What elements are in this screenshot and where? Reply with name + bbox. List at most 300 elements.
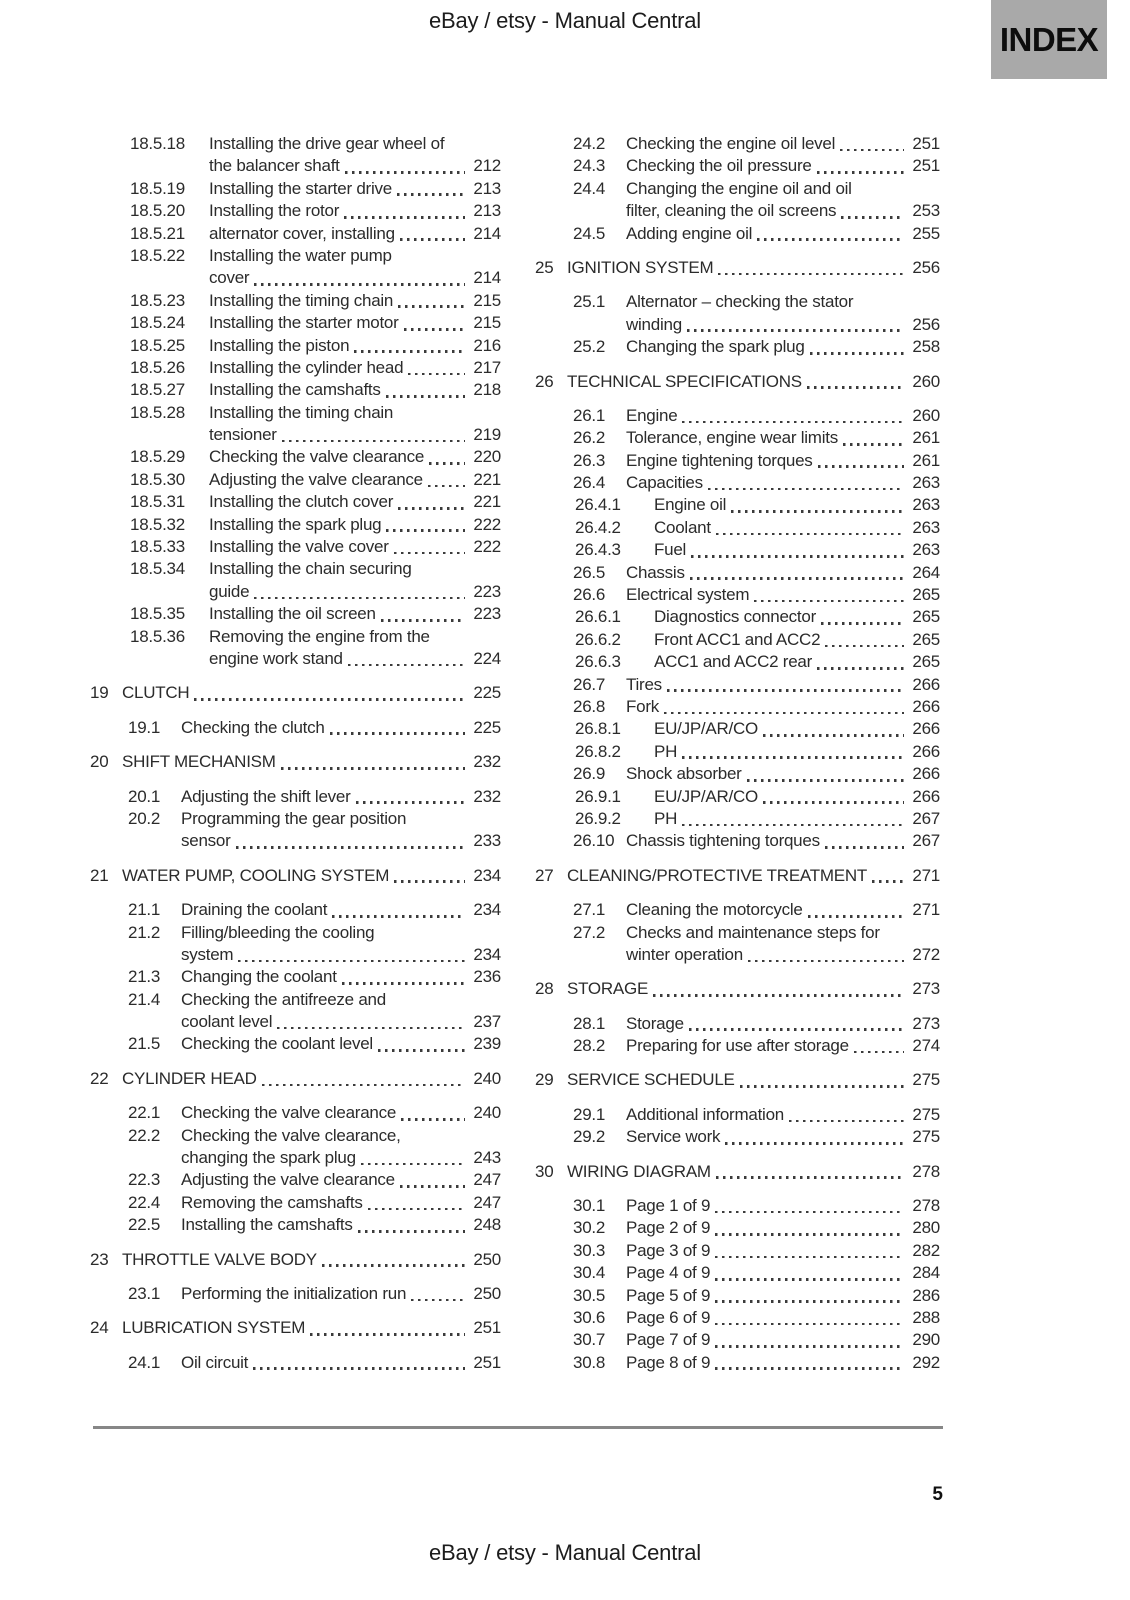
toc-entry-line: [90, 581, 501, 603]
dot-leader: [715, 1345, 904, 1348]
entry-title: Fork: [626, 696, 659, 716]
entry-title: coolant level: [181, 1012, 273, 1032]
entry-title: Adjusting the valve clearance: [181, 1170, 395, 1190]
entry-title: EU/JP/AR/CO: [654, 786, 758, 806]
entry-number: 24: [90, 1318, 109, 1338]
toc-entry-line: [535, 450, 940, 472]
entry-title: changing the spark plug: [181, 1148, 356, 1168]
dot-leader: [428, 485, 465, 488]
entry-title: Checking the coolant level: [181, 1034, 373, 1054]
toc-column-right: [535, 133, 940, 1374]
dot-leader: [690, 577, 904, 580]
dot-leader: [821, 622, 904, 625]
toc-entry-line: [535, 427, 940, 449]
dot-leader: [429, 462, 465, 465]
dot-leader: [763, 801, 904, 804]
toc-entry-line: [535, 786, 940, 808]
entry-page-number: 222: [473, 537, 501, 557]
entry-number: 19: [90, 683, 109, 703]
entry-title: Installing the drive gear wheel of: [209, 134, 445, 153]
toc-entry-line: [535, 1035, 940, 1057]
dot-leader: [715, 1233, 904, 1236]
toc-entry-line: [90, 944, 501, 966]
entry-title: LUBRICATION SYSTEM: [122, 1318, 306, 1338]
toc-entry-line: [535, 1069, 940, 1091]
entry-title: Capacities: [626, 473, 703, 493]
entry-title: Page 1 of 9: [626, 1196, 711, 1216]
entry-title: Storage: [626, 1013, 684, 1033]
entry-number: 26.10: [573, 831, 615, 851]
entry-page-number: 261: [912, 428, 940, 448]
toc-entry-line: [535, 1329, 940, 1351]
entry-number: 28.1: [573, 1013, 606, 1033]
entry-title: SERVICE SCHEDULE: [567, 1070, 735, 1090]
entry-title: Adjusting the valve clearance: [209, 469, 423, 489]
entry-number: 26.4.3: [575, 540, 621, 560]
entry-number: 30.8: [573, 1352, 606, 1372]
entry-page-number: 263: [912, 540, 940, 560]
toc-entry-line: [90, 1214, 501, 1236]
entry-page-number: 215: [473, 290, 501, 310]
toc-entry-line: [90, 1125, 501, 1147]
entry-number: 20.1: [128, 786, 161, 806]
entry-page-number: 258: [912, 337, 940, 357]
entry-title: Engine oil: [654, 495, 727, 515]
toc-entry-line: [90, 312, 501, 334]
dot-leader: [716, 533, 904, 536]
entry-title: Service work: [626, 1127, 721, 1147]
dot-leader: [394, 880, 465, 883]
dot-leader: [277, 1027, 465, 1030]
dot-leader: [664, 712, 904, 715]
dot-leader: [348, 664, 465, 667]
entry-title: Installing the piston: [209, 335, 350, 355]
entry-number: 18.5.23: [130, 290, 185, 310]
dot-leader: [715, 1300, 904, 1303]
entry-page-number: 266: [912, 674, 940, 694]
toc-entry-line: [535, 584, 940, 606]
dot-leader: [825, 645, 904, 648]
dot-leader: [825, 846, 904, 849]
entry-page-number: 225: [473, 717, 501, 737]
entry-number: 26.6.3: [575, 652, 621, 672]
entry-page-number: 213: [473, 201, 501, 221]
toc-entry-line: [90, 558, 501, 580]
entry-number: 26.8.2: [575, 741, 621, 761]
toc-entry-line: [535, 155, 940, 177]
entry-number: 18.5.35: [130, 604, 185, 624]
entry-page-number: 280: [912, 1218, 940, 1238]
entry-page-number: 266: [912, 696, 940, 716]
entry-title: Page 3 of 9: [626, 1240, 711, 1260]
toc-entry-line: [535, 978, 940, 1000]
entry-number: 26.1: [573, 405, 606, 425]
dot-leader: [408, 373, 465, 376]
entry-number: 18.5.29: [130, 447, 185, 467]
toc-entry-line: [90, 357, 501, 379]
toc-entry-line: [90, 899, 501, 921]
entry-title: Coolant: [654, 517, 711, 537]
entry-number: 30.2: [573, 1218, 606, 1238]
dot-leader: [404, 328, 465, 331]
entry-title: Installing the valve cover: [209, 537, 389, 557]
entry-title: sensor: [181, 831, 231, 851]
dot-leader: [400, 238, 465, 241]
entry-page-number: 213: [473, 178, 501, 198]
toc-entry-line: [90, 717, 501, 739]
entry-number: 21: [90, 865, 109, 885]
entry-title: filter, cleaning the oil screens: [626, 201, 837, 221]
entry-title: Front ACC1 and ACC2: [654, 629, 821, 649]
entry-title: WIRING DIAGRAM: [567, 1161, 711, 1181]
entry-title: EU/JP/AR/CO: [654, 719, 758, 739]
entry-number: 18.5.31: [130, 492, 185, 512]
toc-entry-line: [90, 424, 501, 446]
entry-title: PH: [654, 741, 678, 761]
entry-title: Changing the coolant: [181, 967, 337, 987]
toc-entry-line: [90, 1317, 501, 1339]
toc-entry-line: [90, 446, 501, 468]
entry-number: 21.5: [128, 1034, 161, 1054]
dot-leader: [708, 488, 904, 491]
toc-entry-line: [90, 1352, 501, 1374]
entry-number: 24.5: [573, 223, 606, 243]
entry-page-number: 221: [473, 469, 501, 489]
toc-entry-line: [90, 290, 501, 312]
dot-leader: [817, 667, 904, 670]
entry-title: Preparing for use after storage: [626, 1036, 849, 1056]
entry-page-number: 263: [912, 473, 940, 493]
entry-number: 24.2: [573, 134, 606, 153]
entry-page-number: 216: [473, 335, 501, 355]
dot-leader: [282, 440, 465, 443]
entry-title: IGNITION SYSTEM: [567, 257, 714, 277]
entry-page-number: 219: [473, 425, 501, 445]
entry-page-number: 271: [912, 865, 940, 885]
page-number: 5: [932, 1484, 943, 1505]
dot-leader: [748, 960, 904, 963]
entry-number: 24.1: [128, 1352, 161, 1372]
dot-leader: [330, 732, 465, 735]
entry-page-number: 239: [473, 1034, 501, 1054]
entry-page-number: 237: [473, 1012, 501, 1032]
entry-number: 18.5.25: [130, 335, 185, 355]
toc-entry-line: [90, 626, 501, 648]
entry-page-number: 275: [912, 1104, 940, 1124]
entry-page-number: 290: [912, 1330, 940, 1350]
entry-number: 30.7: [573, 1330, 606, 1350]
entry-title: Adding engine oil: [626, 223, 753, 243]
toc-entry-line: [535, 1217, 940, 1239]
toc-entry-line: [90, 1147, 501, 1169]
entry-number: 18.5.34: [130, 559, 185, 579]
document-footer: [0, 1540, 1130, 1566]
entry-page-number: 255: [912, 223, 940, 243]
entry-page-number: 243: [473, 1148, 501, 1168]
toc-entry-line: [90, 966, 501, 988]
entry-number: 26.9.1: [575, 786, 621, 806]
toc-entry-line: [535, 1307, 940, 1329]
entry-number: 25.1: [573, 292, 606, 312]
entry-title: Checking the engine oil level: [626, 134, 836, 153]
entry-page-number: 236: [473, 967, 501, 987]
toc-entry-line: [535, 1195, 940, 1217]
entry-number: 26.8.1: [575, 719, 621, 739]
dot-leader: [281, 767, 465, 770]
dot-leader: [381, 619, 465, 622]
toc-entry-line: [90, 178, 501, 200]
entry-title: Installing the water pump: [209, 245, 392, 265]
entry-title: Page 5 of 9: [626, 1285, 711, 1305]
entry-title: winding: [626, 314, 682, 334]
toc-entry-line: [535, 472, 940, 494]
entry-title: THROTTLE VALVE BODY: [122, 1249, 317, 1269]
entry-page-number: 263: [912, 517, 940, 537]
entry-page-number: 218: [473, 380, 501, 400]
entry-page-number: 214: [473, 223, 501, 243]
entry-title: Page 4 of 9: [626, 1263, 711, 1283]
entry-title: Page 6 of 9: [626, 1307, 711, 1327]
entry-page-number: 250: [473, 1249, 501, 1269]
entry-title: Checking the valve clearance: [181, 1103, 397, 1123]
entry-number: 30.5: [573, 1285, 606, 1305]
toc-entry-line: [535, 674, 940, 696]
dot-leader: [400, 1185, 465, 1188]
entry-title: Draining the coolant: [181, 900, 328, 920]
toc-entry-line: [90, 682, 501, 704]
entry-page-number: 256: [912, 314, 940, 334]
entry-page-number: 282: [912, 1240, 940, 1260]
entry-page-number: 248: [473, 1215, 501, 1235]
toc-entry-line: [90, 223, 501, 245]
entry-title: Installing the timing chain: [209, 290, 394, 310]
entry-number: 27: [535, 865, 554, 885]
header-title: eBay / etsy - Manual Central: [429, 8, 701, 33]
entry-number: 25.2: [573, 337, 606, 357]
dot-leader: [731, 510, 904, 513]
dot-leader: [715, 1256, 904, 1259]
entry-page-number: 274: [912, 1036, 940, 1056]
entry-number: 25: [535, 257, 554, 277]
entry-number: 26.9: [573, 764, 606, 784]
entry-page-number: 265: [912, 607, 940, 627]
entry-title: ACC1 and ACC2 rear: [654, 652, 813, 672]
entry-number: 20.2: [128, 808, 161, 828]
toc-entry-line: [90, 786, 501, 808]
toc-entry-line: [90, 830, 501, 852]
entry-title: Page 8 of 9: [626, 1352, 711, 1372]
entry-title: Installing the chain securing: [209, 559, 412, 579]
dot-leader: [691, 555, 904, 558]
dot-leader: [808, 915, 904, 918]
entry-number: 21.1: [128, 900, 161, 920]
toc-entry-line: [90, 514, 501, 536]
entry-page-number: 222: [473, 514, 501, 534]
entry-number: 26.4: [573, 473, 606, 493]
dot-leader: [358, 1230, 465, 1233]
toc-entry-line: [535, 808, 940, 830]
entry-page-number: 214: [473, 268, 501, 288]
entry-title: Installing the oil screen: [209, 604, 376, 624]
entry-page-number: 217: [473, 357, 501, 377]
document-header: [0, 8, 1130, 34]
entry-page-number: 292: [912, 1352, 940, 1372]
entry-page-number: 267: [912, 831, 940, 851]
toc-entry-line: [535, 291, 940, 313]
toc-entry-line: [90, 267, 501, 289]
entry-title: Checks and maintenance steps for: [626, 922, 880, 942]
toc-entry-line: [535, 133, 940, 155]
entry-page-number: 265: [912, 629, 940, 649]
entry-title: Removing the engine from the: [209, 626, 430, 646]
dot-leader: [682, 756, 904, 759]
entry-number: 20: [90, 752, 109, 772]
toc-entry-line: [90, 1192, 501, 1214]
entry-number: 26.6: [573, 585, 606, 605]
entry-number: 22.2: [128, 1125, 161, 1145]
dot-leader: [754, 600, 904, 603]
toc-entry-line: [90, 989, 501, 1011]
toc-entry-line: [535, 741, 940, 763]
dot-leader: [682, 824, 904, 827]
toc-entry-line: [90, 133, 501, 155]
entry-page-number: 250: [473, 1283, 501, 1303]
toc-entry-line: [535, 1352, 940, 1374]
entry-number: 18.5.28: [130, 402, 185, 422]
entry-page-number: 256: [912, 257, 940, 277]
toc-entry-line: [535, 1104, 940, 1126]
entry-number: 24.3: [573, 156, 606, 176]
toc-entry-line: [535, 1013, 940, 1035]
entry-page-number: 266: [912, 719, 940, 739]
entry-title: winter operation: [626, 944, 743, 964]
toc-entry-line: [535, 336, 940, 358]
entry-number: 22.4: [128, 1192, 161, 1212]
dot-leader: [715, 1323, 904, 1326]
entry-number: 18.5.36: [130, 626, 185, 646]
entry-title: Installing the starter motor: [209, 313, 399, 333]
dot-leader: [378, 1049, 465, 1052]
dot-leader: [667, 689, 904, 692]
entry-page-number: 267: [912, 808, 940, 828]
toc-entry-line: [535, 1240, 940, 1262]
entry-title: Chassis: [626, 562, 685, 582]
toc-entry-line: [535, 562, 940, 584]
entry-title: tensioner: [209, 425, 277, 445]
toc-entry-line: [535, 830, 940, 852]
entry-number: 18.5.22: [130, 245, 185, 265]
dot-leader: [342, 982, 465, 985]
entry-number: 22.1: [128, 1103, 161, 1123]
entry-page-number: 234: [473, 865, 501, 885]
toc-entry-line: [535, 200, 940, 222]
dot-leader: [715, 1278, 904, 1281]
entry-number: 18.5.27: [130, 380, 185, 400]
entry-page-number: 278: [912, 1196, 940, 1216]
dot-leader: [322, 1264, 465, 1267]
toc-entry-line: [90, 402, 501, 424]
entry-title: Tolerance, engine wear limits: [626, 428, 838, 448]
entry-page-number: 212: [473, 156, 501, 176]
entry-number: 29.2: [573, 1127, 606, 1147]
entry-title: CYLINDER HEAD: [122, 1068, 257, 1088]
entry-number: 22.5: [128, 1215, 161, 1235]
dot-leader: [763, 734, 904, 737]
entry-title: engine work stand: [209, 648, 343, 668]
entry-page-number: 215: [473, 313, 501, 333]
entry-number: 18.5.21: [130, 223, 185, 243]
dot-leader: [236, 846, 465, 849]
entry-page-number: 251: [473, 1318, 501, 1338]
toc-entry-line: [90, 335, 501, 357]
dot-leader: [398, 305, 465, 308]
dot-leader: [740, 1085, 904, 1088]
entry-page-number: 263: [912, 495, 940, 515]
toc-entry-line: [90, 245, 501, 267]
toc-entry-line: [535, 371, 940, 393]
entry-title: Installing the starter drive: [209, 178, 392, 198]
dot-leader: [310, 1333, 465, 1336]
entry-number: 26.2: [573, 428, 606, 448]
entry-title: Installing the cylinder head: [209, 357, 404, 377]
index-tab-label: INDEX: [999, 20, 1099, 58]
entry-number: 30: [535, 1161, 554, 1181]
entry-title: Installing the timing chain: [209, 402, 394, 422]
toc-entry-line: [535, 922, 940, 944]
dot-leader: [354, 350, 465, 353]
entry-page-number: 266: [912, 786, 940, 806]
entry-title: Adjusting the shift lever: [181, 786, 351, 806]
entry-page-number: 234: [473, 944, 501, 964]
footer-title: eBay / etsy - Manual Central: [429, 1540, 701, 1565]
entry-number: 18.5.20: [130, 201, 185, 221]
entry-number: 18.5.33: [130, 537, 185, 557]
entry-number: 18.5.24: [130, 313, 185, 333]
entry-page-number: 223: [473, 581, 501, 601]
entry-title: Checking the clutch: [181, 717, 325, 737]
entry-page-number: 271: [912, 900, 940, 920]
toc-entry-line: [90, 808, 501, 830]
entry-page-number: 278: [912, 1161, 940, 1181]
entry-title: Engine: [626, 405, 678, 425]
toc-entry-line: [90, 1283, 501, 1305]
entry-page-number: 220: [473, 447, 501, 467]
toc-entry-line: [535, 494, 940, 516]
dot-leader: [810, 352, 904, 355]
dot-leader: [194, 698, 465, 701]
dot-leader: [747, 779, 904, 782]
entry-page-number: 223: [473, 604, 501, 624]
entry-title: Oil circuit: [181, 1352, 249, 1372]
entry-page-number: 266: [912, 741, 940, 761]
dot-leader: [345, 171, 465, 174]
entry-title: Shock absorber: [626, 764, 742, 784]
dot-leader: [411, 1299, 465, 1302]
dot-leader: [687, 329, 904, 332]
entry-title: Removing the camshafts: [181, 1192, 363, 1212]
toc-entry-line: [535, 718, 940, 740]
entry-title: WATER PUMP, COOLING SYSTEM: [122, 865, 390, 885]
toc-entry-line: [535, 944, 940, 966]
dot-leader: [397, 193, 465, 196]
entry-title: Installing the camshafts: [181, 1215, 353, 1235]
entry-title: STORAGE: [567, 979, 649, 999]
entry-number: 18.5.19: [130, 178, 185, 198]
entry-page-number: 266: [912, 764, 940, 784]
dot-leader: [398, 507, 465, 510]
dot-leader: [386, 395, 465, 398]
toc-entry-line: [535, 696, 940, 718]
